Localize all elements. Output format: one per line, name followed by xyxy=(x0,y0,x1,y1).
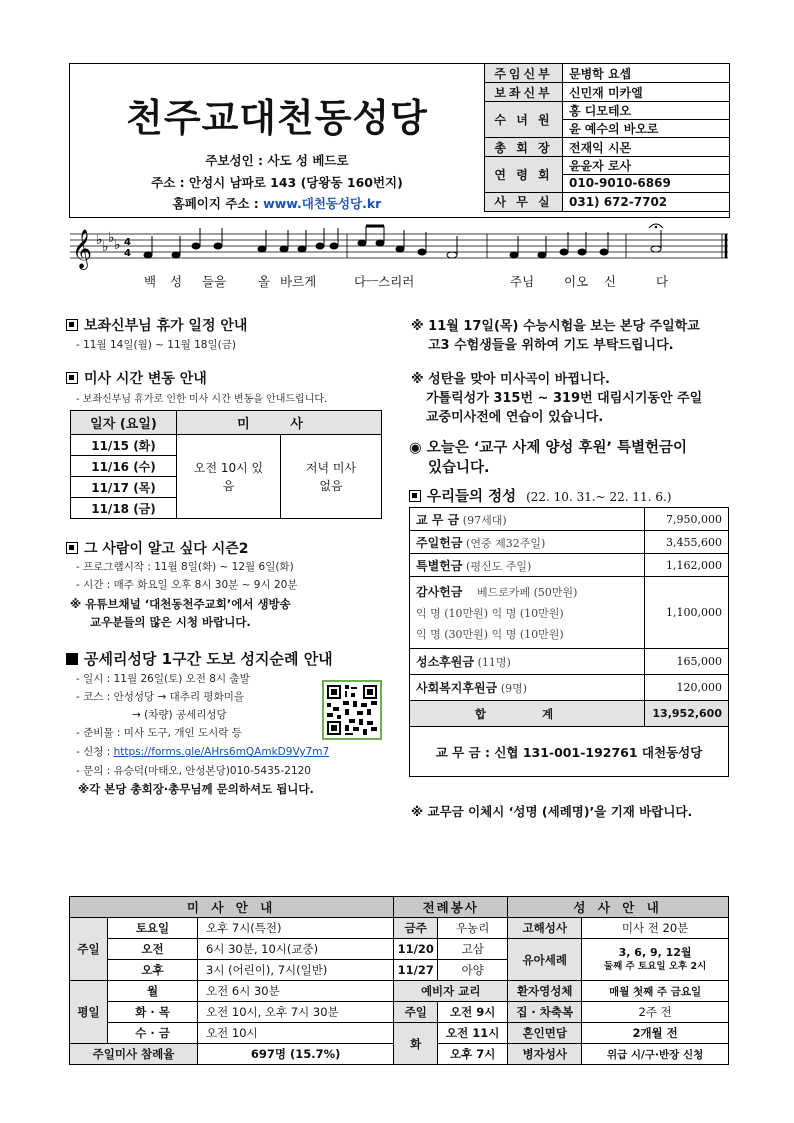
staff-table xyxy=(484,63,730,212)
offering-label: 성소후원금 xyxy=(416,655,474,669)
house-blessing-label: 집 · 차축복 xyxy=(508,1002,582,1023)
choir-notice: ※ 성탄을 맞아 미사곡이 바뀝니다. xyxy=(411,372,610,387)
mass-change-title: 미사 시간 변동 안내 xyxy=(66,368,207,388)
account-info: 교 무 금 : 신협 131-001-192761 대천동성당 xyxy=(410,727,729,777)
pilgrimage-title: 공세리성당 1구간 도보 성지순례 안내 xyxy=(66,648,333,669)
sunday-am-time: 6시 30분, 10시(교중) xyxy=(198,939,394,960)
staff-role: 보좌신부 xyxy=(485,83,563,102)
marriage-value: 2개월 전 xyxy=(582,1023,729,1044)
thanks-line: 익 명 (30만원) 익 명 (10만원) xyxy=(416,628,564,641)
attendance-value: 697명 (15.7%) xyxy=(198,1044,394,1065)
season2-note: ※ 유튜브채널 ‘대천동천주교회’에서 생방송 xyxy=(70,597,291,611)
liturgy-team: 아양 xyxy=(438,960,508,981)
offering-amount: 1,162,000 xyxy=(645,554,729,577)
offering-amount: 165,000 xyxy=(645,649,729,675)
patron-saint: 주보성인 : 사도 성 베드로 xyxy=(205,153,349,168)
offering-label: 주일헌금 xyxy=(416,535,463,550)
catechism-time: 오전 11시 xyxy=(438,1023,508,1044)
lyric: 백 xyxy=(144,274,157,289)
staff-name: 홍 디모테오 xyxy=(563,102,730,120)
offering-label: 특별헌금 xyxy=(416,558,463,573)
catechism-day: 주일 xyxy=(394,1002,438,1023)
offering-amount: 120,000 xyxy=(645,675,729,701)
offering-sub: (평신도 주일) xyxy=(466,559,532,573)
qr-code-icon[interactable] xyxy=(322,680,382,740)
col-header-mass: 미 사 xyxy=(177,411,382,435)
liturgy-date: 11/20 xyxy=(394,939,438,960)
music-score xyxy=(66,222,732,292)
staff-row xyxy=(485,192,730,211)
staff-name: 신민재 미카엘 xyxy=(563,83,730,102)
filled-square-icon xyxy=(66,653,78,665)
lyric: 다 xyxy=(656,274,669,289)
lyric: 바르게 xyxy=(280,274,317,289)
apply-link[interactable]: https://forms.gle/AHrs6mQAmkD9Vy7m7 xyxy=(113,746,330,758)
office-phone: 031) 672-7702 xyxy=(563,192,730,211)
confession-label: 고해성사 xyxy=(508,918,582,939)
house-blessing-value: 2주 전 xyxy=(582,1002,729,1023)
staff-role: 주임신부 xyxy=(485,64,563,83)
pilgrimage-date: - 일시 : 11월 26일(토) 오전 8시 출발 xyxy=(76,673,250,685)
tue-thu-label: 화 · 목 xyxy=(108,1002,198,1023)
baptism-months: 3, 6, 9, 12월 xyxy=(618,946,692,960)
offering-label: 교 무 금 xyxy=(416,512,460,527)
pilgrimage-apply: - 신청 : https://forms.gle/AHrs6mQAmkD9Vy7m7 xyxy=(76,746,330,758)
pilgrimage-note: ※각 본당 총회장·총무님께 문의하셔도 됩니다. xyxy=(78,782,314,796)
sick-communion-value: 매월 첫째 주 금요일 xyxy=(582,981,729,1002)
lyric: 올 xyxy=(258,274,271,289)
offering-amount: 7,950,000 xyxy=(645,508,729,531)
baptism-label: 유아세례 xyxy=(508,939,582,981)
season2-period: - 프로그램시작 : 11월 8일(화) ~ 12월 6일(화) xyxy=(76,561,294,573)
date-cell: 11/17 (목) xyxy=(71,477,177,498)
pilgrimage-course-2: → (차량) 공세리성당 xyxy=(132,709,227,721)
total-amount: 13,952,600 xyxy=(645,701,729,727)
catechism-time: 오전 9시 xyxy=(438,1002,508,1023)
staff-row xyxy=(485,83,730,102)
exam-notice: ※ 11월 17일(목) 수능시험을 보는 본당 주일학교 xyxy=(411,319,700,334)
offering-label: 감사헌금 xyxy=(416,585,463,599)
choir-notice-3: 교중미사전에 연습이 있습니다. xyxy=(426,410,604,425)
mass-change-note: - 보좌신부님 휴가로 인한 미사 시간 변동을 안내드립니다. xyxy=(76,394,328,405)
liturgy-header: 전례봉사 xyxy=(394,897,508,918)
offering-row-thanks xyxy=(410,577,729,649)
staff-role: 총 회 장 xyxy=(485,138,563,157)
offering-row xyxy=(410,675,729,701)
staff-name: 문병학 요셉 xyxy=(563,64,730,83)
offering-row xyxy=(410,508,729,531)
offering-amount: 1,100,000 xyxy=(645,577,729,649)
exam-notice-2: 고3 수험생들을 위하여 기도 부탁드립니다. xyxy=(428,338,674,353)
tue-thu-time: 오전 10시, 오후 7시 30분 xyxy=(198,1002,394,1023)
pilgrimage-contact: - 문의 : 유승덕(마태오, 안성본당)010-5435-2120 xyxy=(76,765,311,777)
homepage-link[interactable]: www.대천동성당.kr xyxy=(263,196,382,211)
offering-row xyxy=(410,554,729,577)
sick-visit-value: 위급 시/구·반장 신청 xyxy=(582,1044,729,1065)
offering-table xyxy=(409,507,729,777)
special-offering-notice: ◉ 오늘은 ‘교구 사제 양성 후원’ 특별헌금이 xyxy=(409,440,688,456)
lyric: 들을 xyxy=(202,274,227,289)
vacation-title: 보좌신부님 휴가 일정 안내 xyxy=(66,315,247,335)
staff-name: 윤 예수의 바오로 xyxy=(563,120,730,138)
staff-row xyxy=(485,157,730,175)
lyric: 성 xyxy=(170,274,183,289)
treble-clef-icon: 𝄞 xyxy=(72,229,93,269)
lyric: 신 xyxy=(604,274,617,289)
lyric: 이오 xyxy=(564,274,589,289)
qr-code-svg xyxy=(327,685,377,735)
sunday-am-label: 오전 xyxy=(108,939,198,960)
baptism-value xyxy=(582,939,729,981)
staff-role: 사 무 실 xyxy=(485,192,563,211)
pilgrimage-items: - 준비물 : 미사 도구, 개인 도시락 등 xyxy=(76,727,242,739)
season2-time: - 시간 : 매주 화요일 오후 8시 30분 ~ 9시 20분 xyxy=(76,579,298,591)
offering-title: 우리들의 정성 (22. 10. 31.~ 22. 11. 6.) xyxy=(409,485,671,506)
staff-phone: 010-9010-6869 xyxy=(563,175,730,193)
square-bullet-icon xyxy=(66,319,78,331)
catechism-time: 오후 7시 xyxy=(438,1044,508,1065)
lyric: 다ㅡ스리러 xyxy=(354,274,415,289)
svg-text:♭: ♭ xyxy=(102,239,109,255)
season2-title: 그 사람이 알고 싶다 시즌2 xyxy=(66,538,248,558)
total-label: 합 계 xyxy=(410,701,645,727)
offering-row xyxy=(410,531,729,554)
offering-total-row xyxy=(410,701,729,727)
col-header-date: 일자 (요일) xyxy=(71,411,177,435)
square-bullet-icon xyxy=(66,372,78,384)
date-cell: 11/15 (화) xyxy=(71,435,177,456)
wed-fri-label: 수 · 금 xyxy=(108,1023,198,1044)
sick-visit-label: 병자성사 xyxy=(508,1044,582,1065)
offering-row xyxy=(410,649,729,675)
svg-text:4: 4 xyxy=(124,237,131,248)
morning-mass-cell: 오전 10시 있음 xyxy=(177,435,281,519)
offering-sub: (9명) xyxy=(500,682,528,695)
homepage xyxy=(70,194,484,212)
offering-amount: 3,455,600 xyxy=(645,531,729,554)
bulletin-header xyxy=(69,63,730,218)
season2-note: 교우분들의 많은 시청 바랍니다. xyxy=(90,615,251,629)
schedule-table xyxy=(69,896,729,1065)
sunday-label: 주일 xyxy=(70,918,108,981)
title-area xyxy=(70,64,484,216)
evening-mass-cell: 저녁 미사 없음 xyxy=(281,435,382,519)
saturday-time: 오후 7시(특전) xyxy=(198,918,394,939)
monday-label: 월 xyxy=(108,981,198,1002)
lyric: 주님 xyxy=(510,274,535,289)
sick-communion-label: 환자영성체 xyxy=(508,981,582,1002)
date-cell: 11/18 (금) xyxy=(71,498,177,519)
music-staff-svg xyxy=(66,222,732,270)
sunday-pm-time: 3시 (어린이), 7시(일반) xyxy=(198,960,394,981)
svg-text:♭: ♭ xyxy=(108,230,115,246)
svg-text:♭: ♭ xyxy=(114,237,121,253)
attendance-label: 주일미사 참례율 xyxy=(70,1044,198,1065)
choir-notice-2: 가톨릭성가 315번 ~ 319번 대림시기동안 주일 xyxy=(426,391,703,406)
liturgy-week-label: 금주 xyxy=(394,918,438,939)
svg-text:♭: ♭ xyxy=(96,232,103,248)
offering-label: 사회복지후원금 xyxy=(416,681,498,695)
square-bullet-icon xyxy=(409,490,421,502)
thanks-line: 익 명 (10만원) 익 명 (10만원) xyxy=(416,607,564,620)
mass-change-table xyxy=(70,410,382,519)
weekday-label: 평일 xyxy=(70,981,108,1044)
staff-role: 연 령 회 xyxy=(485,157,563,193)
church-title: 천주교대천동성당 xyxy=(126,96,428,140)
vacation-dates: - 11월 14일(월) ~ 11월 18일(금) xyxy=(76,339,236,351)
liturgy-team: 고삼 xyxy=(438,939,508,960)
offering-sub: (연중 제32주일) xyxy=(466,536,546,550)
staff-row xyxy=(485,64,730,83)
catechism-header: 예비자 교리 xyxy=(394,981,508,1002)
svg-text:4: 4 xyxy=(124,248,131,259)
wed-fri-time: 오전 10시 xyxy=(198,1023,394,1044)
special-offering-notice-2: 있습니다. xyxy=(428,460,490,476)
confession-value: 미사 전 20분 xyxy=(582,918,729,939)
account-row xyxy=(410,727,729,777)
mass-schedule-header: 미 사 안 내 xyxy=(70,897,394,918)
liturgy-date: 11/27 xyxy=(394,960,438,981)
offering-period: (22. 10. 31.~ 22. 11. 6.) xyxy=(526,490,672,504)
monday-time: 오전 6시 30분 xyxy=(198,981,394,1002)
catechism-day: 화 xyxy=(394,1023,438,1065)
liturgy-role: 우농리 xyxy=(438,918,508,939)
staff-row xyxy=(485,138,730,157)
pilgrimage-course: - 코스 : 안성성당 → 대추리 평화미을 xyxy=(76,691,245,703)
thanks-line: 베드로카페 (50만원) xyxy=(477,586,578,599)
baptism-day: 둘째 주 토요일 오후 2시 xyxy=(603,961,707,973)
offering-note: ※ 교무금 이체시 ‘성명 (세례명)’을 기재 바랍니다. xyxy=(411,804,693,819)
date-cell: 11/16 (수) xyxy=(71,456,177,477)
staff-role: 수 녀 원 xyxy=(485,102,563,138)
staff-row xyxy=(485,102,730,120)
sunday-pm-label: 오후 xyxy=(108,960,198,981)
offering-sub: (97세대) xyxy=(462,513,507,527)
sacrament-header: 성 사 안 내 xyxy=(508,897,729,918)
staff-name: 전재익 시몬 xyxy=(563,138,730,157)
homepage-label: 홈페이지 주소 : xyxy=(172,196,264,211)
church-address: 주소 : 안성시 남파로 143 (당왕동 160번지) xyxy=(151,175,403,190)
saturday-label: 토요일 xyxy=(108,918,198,939)
marriage-label: 혼인면담 xyxy=(508,1023,582,1044)
staff-name: 윤윤자 로사 xyxy=(563,157,730,175)
offering-sub: (11명) xyxy=(477,656,511,669)
square-bullet-icon xyxy=(66,542,78,554)
